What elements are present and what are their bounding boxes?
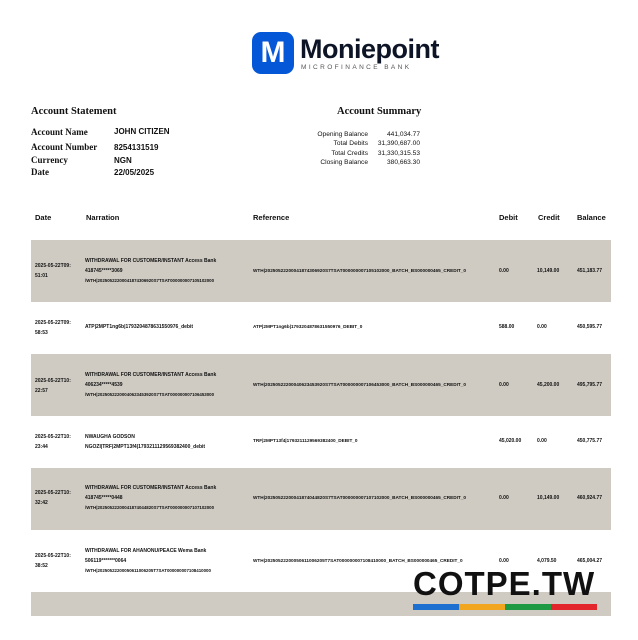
brand-subtitle: MICROFINANCE BANK: [301, 64, 412, 71]
row-debit: 0.00: [499, 268, 509, 274]
closing-balance-value: 380,663.30: [386, 159, 420, 167]
table-row: [31, 468, 611, 530]
row-narration-line-3: /WTH|20250522200041874306920S7TSAT000000007105102000: [85, 278, 215, 283]
row-balance: 450,775.77: [577, 438, 603, 444]
row-credit: 10,149.00: [537, 495, 560, 501]
account-summary-title: Account Summary: [337, 106, 422, 117]
row-reference: WTH|20250522200041874044820S7TSAT000000007107102000_BATCH_BS000000465_CREDIT_0: [253, 495, 467, 500]
row-credit: 4,079.50: [537, 558, 557, 564]
opening-balance-label: Opening Balance: [317, 131, 368, 139]
row-narration-line-1: WITHDRAWAL FOR AHANONU/PEACE Wema Bank: [85, 548, 207, 554]
row-debit: 588.00: [499, 324, 515, 330]
row-balance: 451,183.77: [577, 268, 603, 274]
row-narration: [85, 323, 255, 331]
watermark-bar-red: [551, 604, 597, 610]
row-date-line-2: 22:57: [35, 388, 48, 394]
row-narration: [85, 433, 255, 451]
date-label: Date: [31, 167, 49, 177]
row-date: [35, 489, 80, 507]
currency-value: NGN: [114, 155, 132, 165]
total-debits-row: [300, 139, 420, 148]
row-date: [35, 377, 80, 395]
row-narration-line-1: WITHDRAWAL FOR CUSTOMER/INSTANT Access Bank: [85, 485, 217, 491]
header-credit: Credit: [538, 213, 560, 222]
total-credits-label: Total Credits: [331, 149, 368, 157]
row-narration-line-2: NGOZI|TRF|2MPT13f4|1793211129569382400_debit: [85, 444, 206, 450]
watermark-bar-yellow: [459, 604, 505, 610]
row-debit: 0.00: [499, 495, 509, 501]
account-name-value: JOHN CITIZEN: [114, 127, 170, 137]
row-date-line-1: 2025-05-22T09:: [35, 263, 71, 269]
date-value: 22/05/2025: [114, 167, 155, 177]
row-narration-line-1: NWAUGHA GODSON: [85, 434, 135, 440]
currency-row: [31, 154, 170, 166]
row-narration: [85, 547, 250, 575]
account-number-label: Account Number: [31, 142, 98, 153]
row-reference: WTH|20250522200050611006205T7SAT000000007108410000_BATCH_BS000000465_CREDIT_0: [253, 558, 463, 563]
row-narration-line-2: 418745*****3069: [85, 268, 123, 274]
opening-balance-value: 441,034.77: [386, 131, 420, 139]
row-date-line-1: 2025-05-22T10:: [35, 553, 71, 559]
row-credit: 10,149.00: [537, 268, 560, 274]
brand-badge: M: [252, 32, 294, 74]
account-name-label: Account Name: [31, 126, 88, 137]
row-narration-line-2: 418745*****0448: [85, 495, 123, 501]
table-header: [0, 213, 638, 225]
row-date-line-1: 2025-05-22T10:: [35, 434, 71, 440]
total-credits-row: [300, 149, 420, 158]
watermark-color-bar: [413, 604, 597, 610]
header-reference: Reference: [253, 213, 290, 222]
row-debit: 0.00: [499, 382, 509, 388]
closing-balance-label: Closing Balance: [320, 159, 368, 167]
row-date-line-1: 2025-05-22T09:: [35, 320, 71, 326]
watermark-text: COTPE.TW: [413, 565, 596, 602]
row-narration-line-3: /WTH|20250522200041874044820S7TSAT000000007107102000: [85, 505, 215, 510]
row-date: [35, 552, 80, 570]
row-date-line-2: 23:44: [35, 444, 48, 450]
total-debits-label: Total Debits: [333, 140, 368, 148]
row-date-line-2: 58:53: [35, 330, 48, 336]
opening-balance-row: [300, 130, 420, 139]
row-date-line-1: 2025-05-22T10:: [35, 378, 71, 384]
row-narration-line-1: WITHDRAWAL FOR CUSTOMER/INSTANT Access Bank: [85, 258, 217, 264]
account-statement-title: Account Statement: [31, 106, 117, 117]
row-narration: [85, 484, 250, 512]
row-date-line-2: 32:42: [35, 500, 48, 506]
row-debit: 0.00: [499, 558, 509, 564]
row-credit: 45,200.00: [537, 382, 560, 388]
row-balance: 465,004.27: [577, 558, 603, 564]
row-debit: 45,020.00: [499, 438, 522, 444]
row-narration-line-1: WITHDRAWAL FOR CUSTOMER/INSTANT Access Bank: [85, 372, 217, 378]
row-narration: [85, 257, 250, 285]
table-row: [31, 240, 611, 302]
row-date: [35, 262, 80, 280]
row-narration-line-2: 506119*******0064: [85, 558, 127, 564]
account-number-row: [31, 141, 170, 155]
total-credits-value: 31,330,315.53: [377, 149, 420, 157]
header-balance: Balance: [577, 213, 606, 222]
brand-name: Moniepoint: [300, 34, 439, 64]
watermark-bar-green: [505, 604, 551, 610]
account-name-row: [31, 125, 170, 139]
date-row: [31, 166, 170, 178]
row-reference: WTH|20250522200041874306920S7TSAT000000007105102000_BATCH_BS000000465_CREDIT_0: [253, 268, 467, 273]
table-row: [31, 302, 611, 354]
row-narration-line-2: 406234*****4539: [85, 382, 123, 388]
row-reference: ATP|2MPT1ng6b|1793204878631550976_DEBIT_0: [253, 324, 363, 329]
row-reference: TRF|2MPT13f4|1793211129569382400_DEBIT_0: [253, 438, 358, 443]
total-debits-value: 31,390,687.00: [377, 140, 420, 148]
currency-label: Currency: [31, 155, 68, 165]
row-date: [35, 433, 80, 451]
watermark-bar-blue: [413, 604, 459, 610]
watermark: [413, 566, 597, 610]
row-date: [35, 319, 80, 337]
closing-balance-row: [300, 158, 420, 167]
row-narration-line-1: ATP|2MPT1ng6b|1793204878631550976_debit: [85, 324, 194, 330]
header-debit: Debit: [499, 213, 518, 222]
header-narration: Narration: [86, 213, 120, 222]
account-details: [31, 125, 170, 178]
table-row: [31, 416, 611, 468]
row-balance: 460,924.77: [577, 495, 603, 501]
row-narration-line-3: /WTH|20250522200040623453920S7TSAT000000007106453000: [85, 392, 215, 397]
row-reference: WTH|20250522200040623453920S7TSAT000000007106453000_BATCH_BS000000465_CREDIT_0: [253, 382, 467, 387]
row-date-line-2: 51:01: [35, 273, 48, 279]
row-balance: 495,795.77: [577, 382, 603, 388]
header-date: Date: [35, 213, 52, 222]
row-balance: 450,595.77: [577, 324, 603, 330]
row-narration: [85, 371, 250, 399]
table-row: [31, 354, 611, 416]
row-credit: 0.00: [537, 438, 547, 444]
account-number-value: 8254131519: [114, 142, 159, 152]
moniepoint-logo: [252, 32, 439, 74]
account-summary: [300, 130, 420, 167]
row-date-line-1: 2025-05-22T10:: [35, 490, 71, 496]
row-date-line-2: 38:52: [35, 563, 48, 569]
row-credit: 0.00: [537, 324, 547, 330]
row-narration-line-3: /WTH|20250522200050611006205T7SAT000000007108410000: [85, 568, 211, 573]
